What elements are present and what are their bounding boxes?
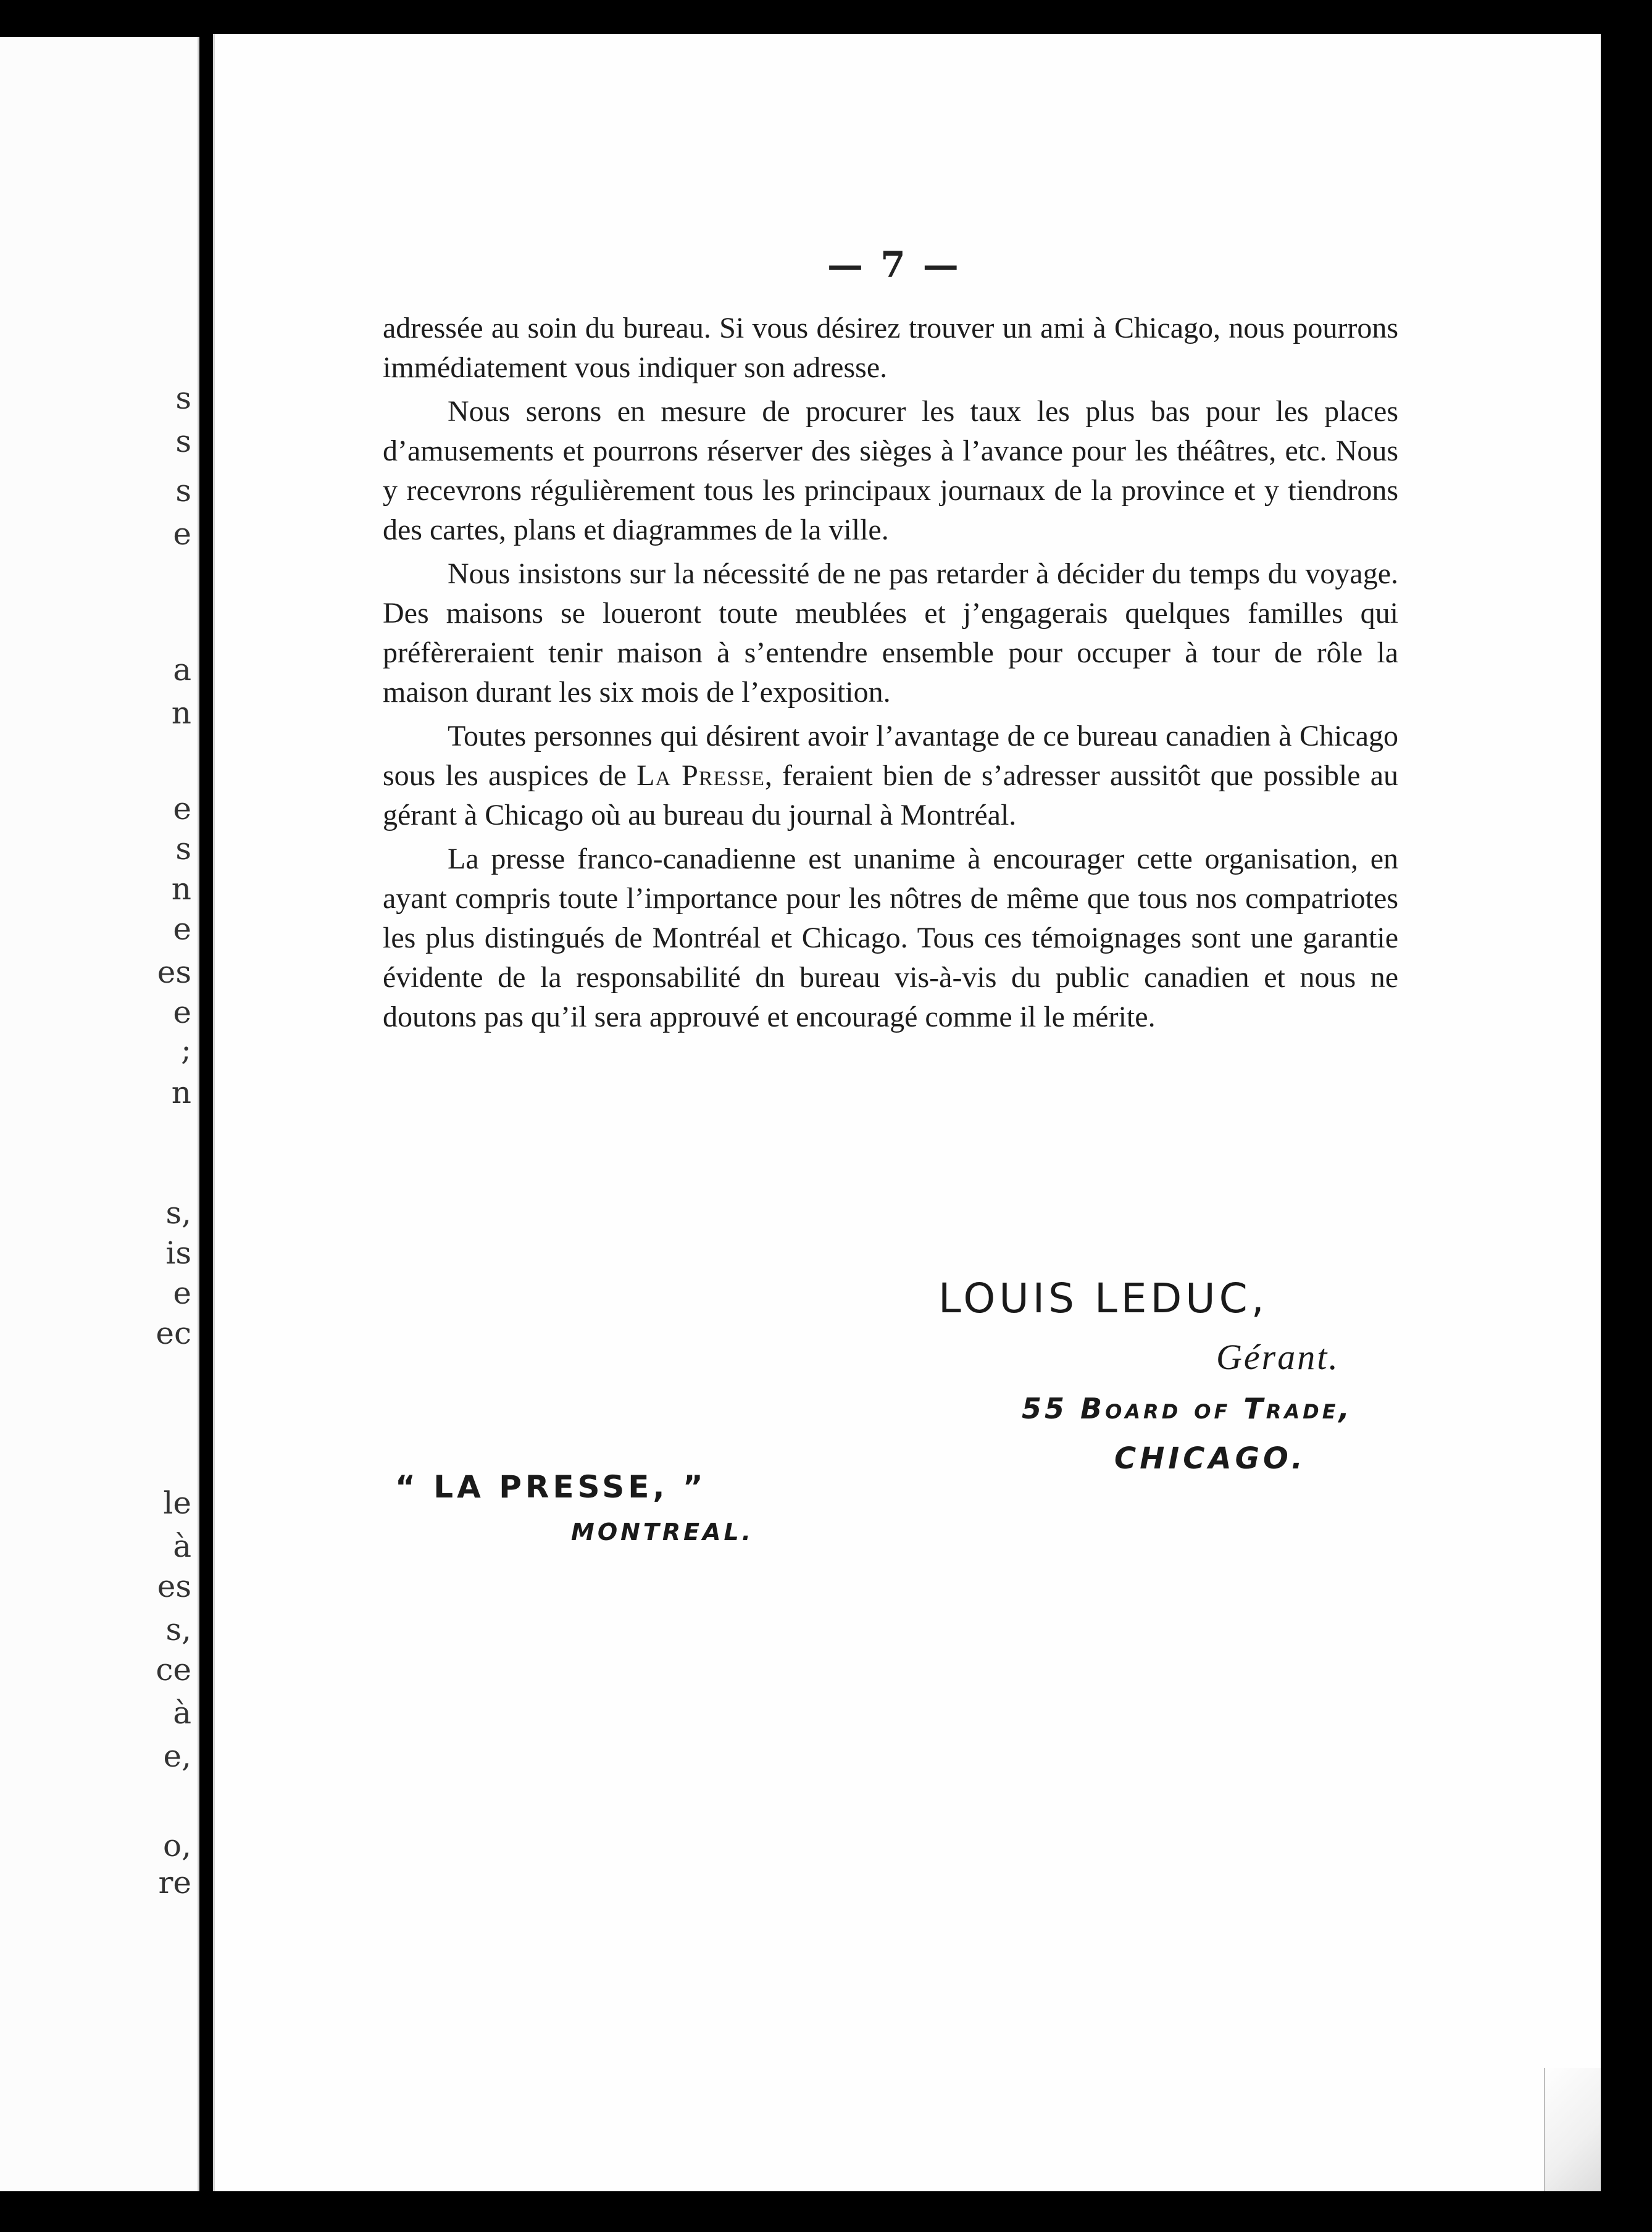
facing-page-fragment: e — [173, 516, 191, 552]
facing-page-edge — [0, 37, 199, 2191]
paragraph-text: Toutes personnes qui désirent avoir l’avantage de ce bureau canadien à Chicago sous les auspices de — [383, 720, 1398, 792]
facing-page-fragment: à — [173, 1695, 191, 1731]
paragraph-text: Nous insistons sur la nécessité de ne pas retarder à décider du temps du voyage. Des maisons se loueront toute meublées et j’engagerais quelques familles qui préfèreraient tenir maison à s’entendre ensemble pour occuper à tour de rôle la maison durant les six mois de l’exposition. — [383, 557, 1398, 709]
facing-page-fragment: s — [175, 380, 191, 416]
facing-page-fragment: re — [158, 1865, 191, 1901]
facing-page-fragment: e — [173, 911, 191, 947]
signature-title: Gérant. — [1216, 1337, 1340, 1377]
paragraph — [383, 392, 1398, 550]
paragraph — [383, 717, 1398, 835]
paragraph — [383, 839, 1398, 1037]
facing-page-fragment: s — [175, 831, 191, 867]
paragraph — [383, 309, 1398, 388]
page-number: — 7 — — [827, 244, 961, 286]
facing-page-fragment: e, — [163, 1738, 191, 1774]
facing-page-fragment: s, — [165, 1195, 191, 1231]
body-text — [383, 309, 1398, 1041]
facing-page-fragment: n — [171, 695, 191, 731]
paragraph-text: La presse franco-canadienne est unanime à encourager cette organisation, en ayant compris toute l’importance pour les nôtres de même que tous nos compatriotes les plus distingués de Montréal et Chicago. Tous ces témoignages sont une garantie évidente de la responsabilité dn bureau vis-à-vis du public canadien et nous ne doutons pas qu’il sera approuvé et encouragé comme il le mérite. — [383, 843, 1398, 1033]
facing-page-fragment: s — [175, 473, 191, 509]
facing-page-fragment: o, — [163, 1828, 191, 1863]
facing-page-fragment: s, — [165, 1612, 191, 1647]
facing-page-fragment: is — [165, 1235, 191, 1271]
paragraph — [383, 554, 1398, 712]
facing-page-fragment: s — [175, 423, 191, 459]
facing-page-fragment: es — [157, 1568, 191, 1604]
signature-address: 55 Board of Trade, — [1022, 1392, 1353, 1425]
publication-name: “ LA PRESSE, ” — [395, 1469, 707, 1505]
facing-page-fragment: a — [173, 652, 191, 688]
facing-page-fragment: ce — [156, 1652, 191, 1688]
paragraph-text: Nous serons en mesure de procurer les taux les plus bas pour les places d’amusements et pourrons réserver des sièges à l’avance pour les théâtres, etc. Nous y recevrons régulièrement tous les principaux journaux de la province et y tiendrons des cartes, plans et diagrammes de la ville. — [383, 395, 1398, 546]
paragraph-text: adressée au soin du bureau. Si vous désirez trouver un ami à Chicago, nous pourrons immédiatement vous indiquer son adresse. — [383, 312, 1398, 384]
facing-page-fragment: ; — [181, 1031, 191, 1067]
page-corner — [1544, 2068, 1601, 2191]
paragraph-text: , feraient bien de s’adresser aussitôt que possible au gérant à Chicago où au bureau du journal à Montréal. — [383, 759, 1399, 831]
publication-mention: La Presse — [636, 759, 765, 792]
facing-page-fragment: e — [173, 1275, 191, 1311]
facing-page-fragment: e — [173, 791, 191, 827]
signature-city: CHICAGO. — [1114, 1441, 1307, 1476]
publication-city: MONTREAL. — [571, 1518, 754, 1546]
signature-name: LOUIS LEDUC, — [938, 1275, 1268, 1322]
facing-page-fragment: es — [157, 954, 191, 990]
facing-page-fragment: n — [171, 1075, 191, 1110]
facing-page-fragment: n — [171, 871, 191, 907]
facing-page-fragment: e — [173, 994, 191, 1030]
facing-page-fragment: ec — [156, 1315, 191, 1351]
facing-page-fragment: à — [173, 1528, 191, 1564]
facing-page-fragment: le — [163, 1485, 191, 1521]
